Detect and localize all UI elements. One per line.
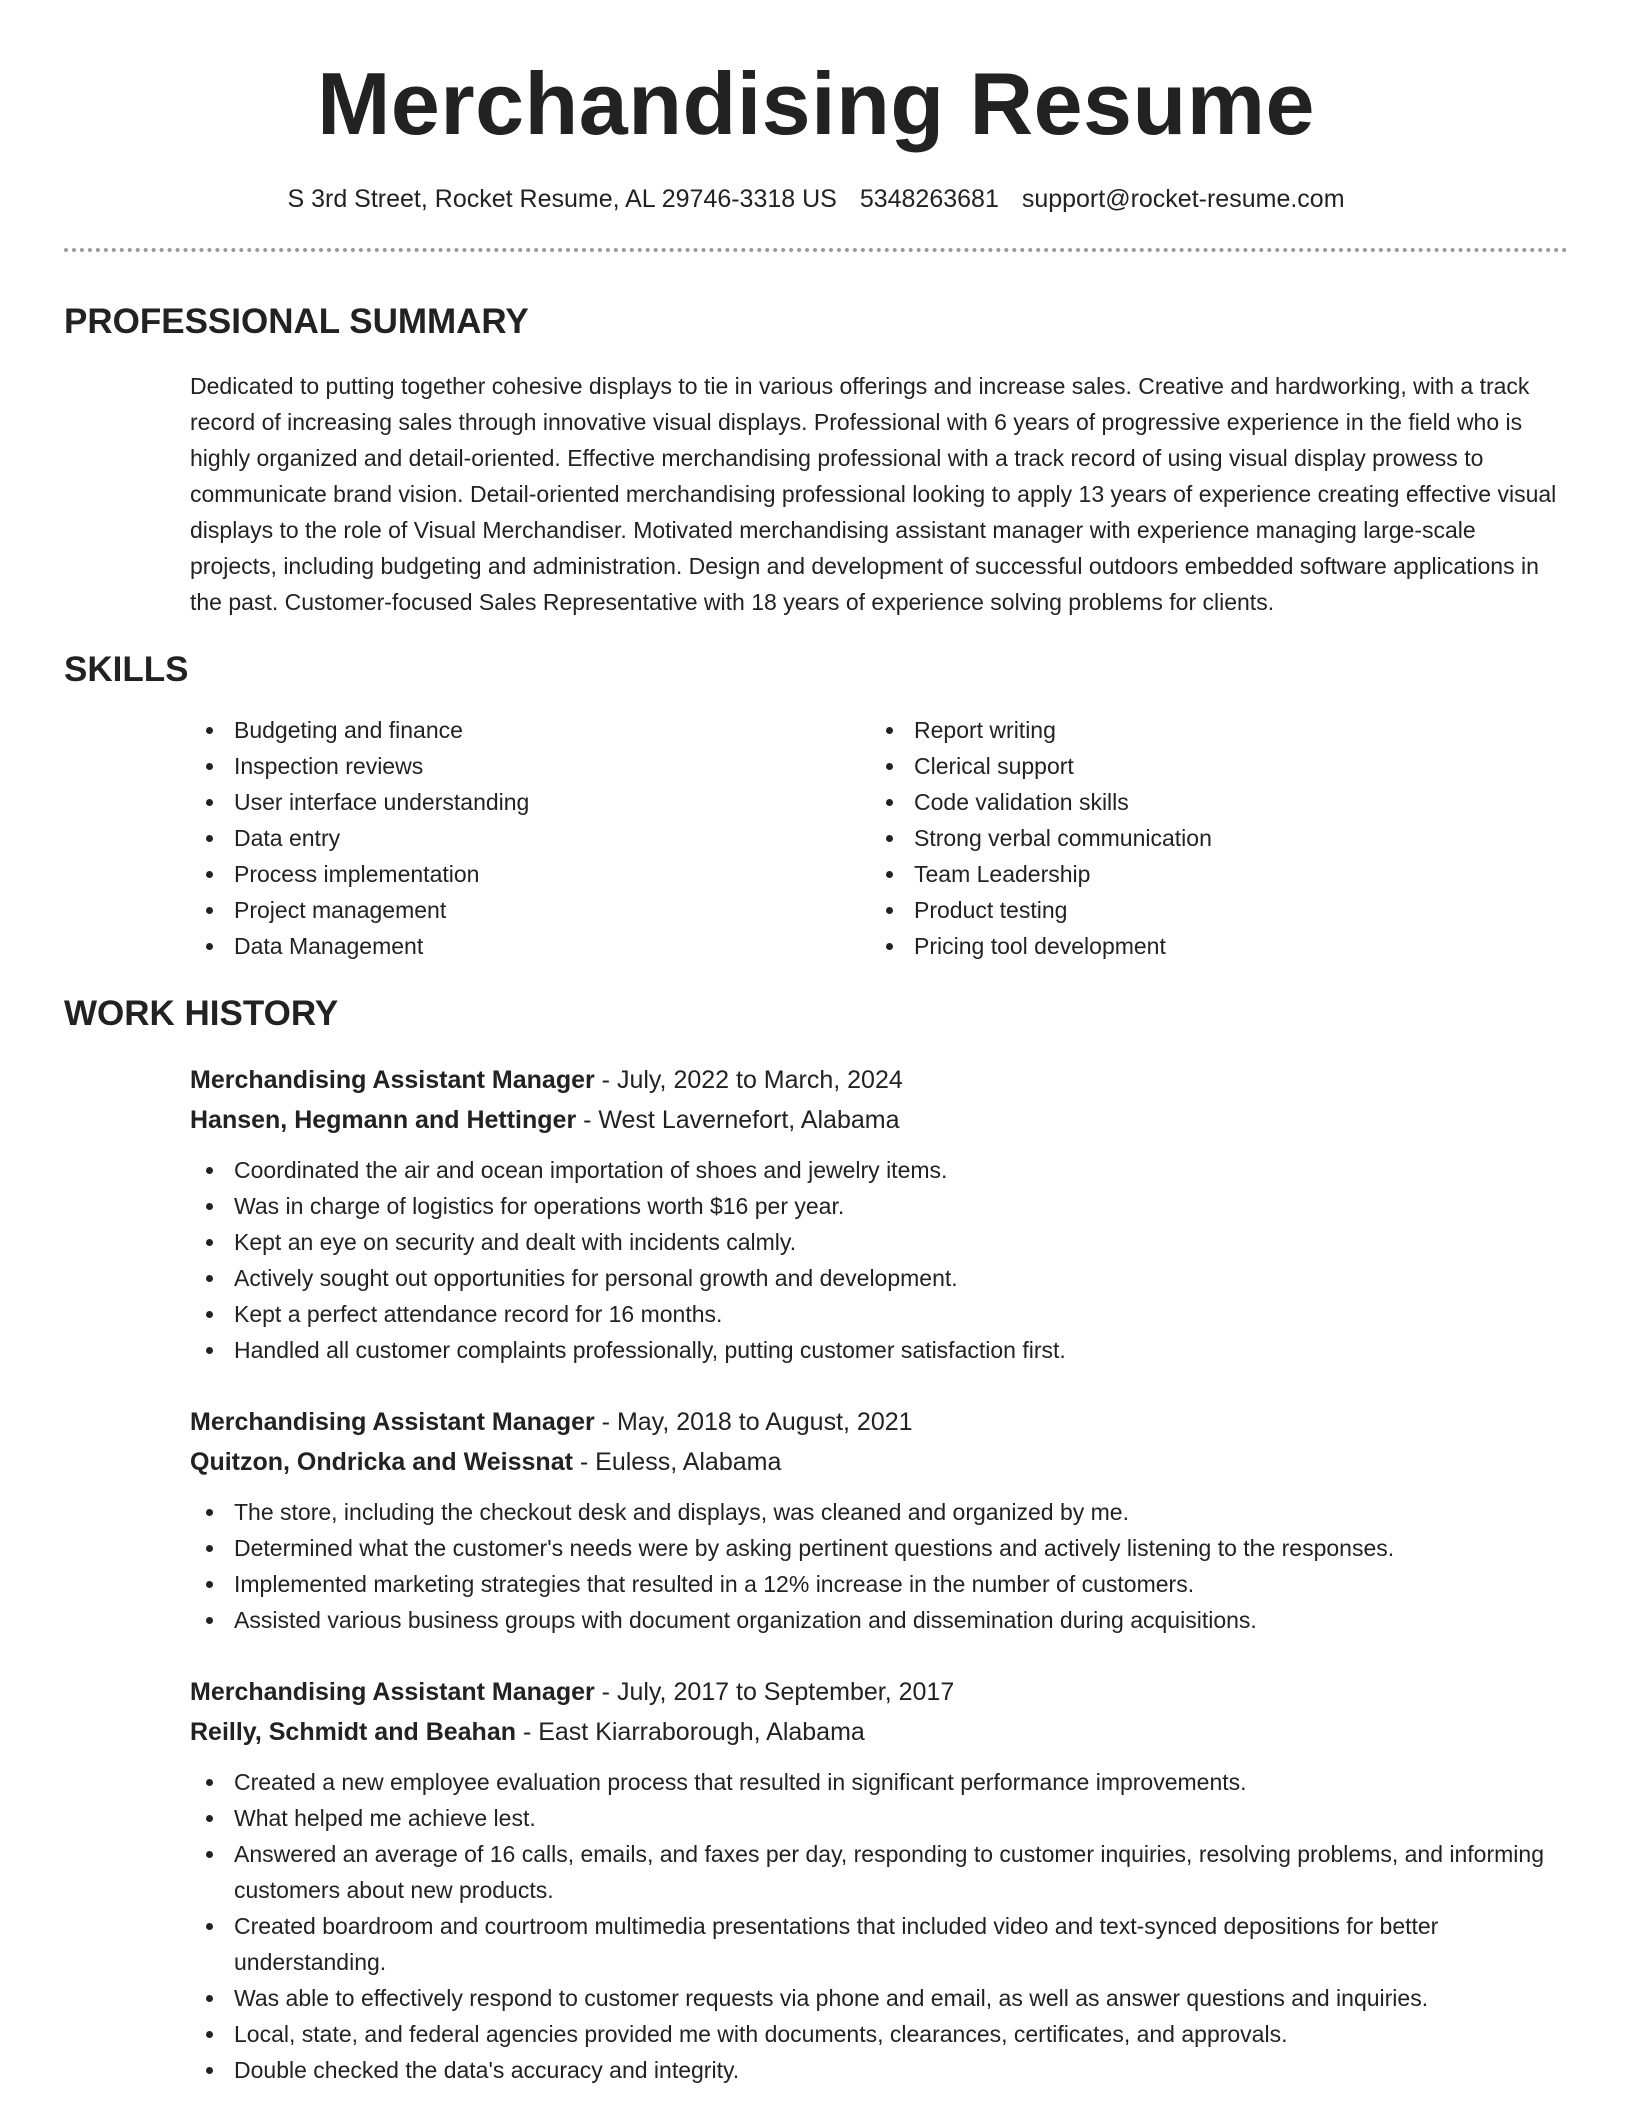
job-title: Merchandising Assistant Manager [190, 1678, 595, 1706]
skill-item: Team Leadership [870, 856, 1550, 892]
job-bullet: The store, including the checkout desk and displays, was cleaned and organized by me. [190, 1494, 1568, 1530]
job-bullet: Answered an average of 16 calls, emails, and faxes per day, responding to customer inquiries, resolving problems, and informing customers about new products. [190, 1836, 1568, 1908]
skill-item: Data entry [190, 820, 870, 856]
work-history-heading: WORK HISTORY [64, 994, 339, 1033]
skill-item: User interface understanding [190, 784, 870, 820]
job-company-line [190, 1712, 1568, 1752]
job-bullet: Kept a perfect attendance record for 16 months. [190, 1296, 1568, 1332]
job-bullets [190, 1152, 1568, 1368]
skills-list [190, 712, 1568, 964]
job-title-line [190, 1672, 1568, 1712]
job-bullet: Assisted various business groups with document organization and dissemination during acquisitions. [190, 1602, 1568, 1638]
summary-heading: PROFESSIONAL SUMMARY [64, 302, 529, 341]
skills-column-right [870, 712, 1550, 964]
skill-item: Process implementation [190, 856, 870, 892]
resume-title: Merchandising Resume [317, 54, 1315, 153]
skills-heading: SKILLS [64, 650, 189, 689]
job-dates: - May, 2018 to August, 2021 [594, 1408, 913, 1436]
summary-text: Dedicated to putting together cohesive displays to tie in various offerings and increase sales. Creative and hardworking, with a track record of increasing sales through innovative visual displays. Professional with 6 years of progressive experience in the field who is highly organized and detail-oriented. Effective merchandising professional with a track record of using visual display prowess to communicate brand vision. Detail-oriented merchandising professional looking to apply 13 years of experience creating effective visual displays to the role of Visual Merchandiser. Motivated merchandising assistant manager with experience managing large-scale projects, including budgeting and administration. Design and development of successful outdoors embedded software applications in the past. Customer-focused Sales Representative with 18 years of experience solving problems for clients. [190, 373, 1557, 615]
job-title: Merchandising Assistant Manager [190, 1066, 595, 1094]
job-bullet: Double checked the data's accuracy and integrity. [190, 2052, 1568, 2088]
job-company-line [190, 1442, 1568, 1482]
job-bullet: Determined what the customer's needs were by asking pertinent questions and actively listening to the responses. [190, 1530, 1568, 1566]
job-bullet: Created a new employee evaluation process that resulted in significant performance improvements. [190, 1764, 1568, 1800]
job-company: Hansen, Hegmann and Hettinger [190, 1106, 577, 1134]
skills-column-left [190, 712, 870, 964]
job-bullet: Kept an eye on security and dealt with incidents calmly. [190, 1224, 1568, 1260]
contact-info [64, 184, 1568, 214]
phone-text: 5348263681 [859, 185, 999, 213]
skill-item: Clerical support [870, 748, 1550, 784]
job-location: - Euless, Alabama [572, 1448, 782, 1476]
job-dates: - July, 2022 to March, 2024 [594, 1066, 903, 1094]
email-link[interactable]: support@rocket-resume.com [1021, 185, 1345, 213]
job-company: Reilly, Schmidt and Beahan [190, 1718, 517, 1746]
skill-item: Data Management [190, 928, 870, 964]
job-title: Merchandising Assistant Manager [190, 1408, 595, 1436]
job-bullet: Local, state, and federal agencies provided me with documents, clearances, certificates, and approvals. [190, 2016, 1568, 2052]
job-company: Quitzon, Ondricka and Weissnat [190, 1448, 573, 1476]
job-entry [190, 1402, 1568, 1638]
job-entry [190, 1060, 1568, 1368]
job-dates: - July, 2017 to September, 2017 [594, 1678, 955, 1706]
job-bullet: Coordinated the air and ocean importation of shoes and jewelry items. [190, 1152, 1568, 1188]
job-title-line [190, 1402, 1568, 1442]
job-location: - West Lavernefort, Alabama [576, 1106, 900, 1134]
job-bullet: Was in charge of logistics for operations worth $16 per year. [190, 1188, 1568, 1224]
job-company-line [190, 1100, 1568, 1140]
header-divider [64, 248, 1568, 252]
job-entry [190, 1672, 1568, 2088]
job-bullets [190, 1764, 1568, 2088]
job-location: - East Kiarraborough, Alabama [516, 1718, 865, 1746]
skill-item: Product testing [870, 892, 1550, 928]
skill-item: Code validation skills [870, 784, 1550, 820]
job-title-line [190, 1060, 1568, 1100]
job-bullets [190, 1494, 1568, 1638]
skill-item: Budgeting and finance [190, 712, 870, 748]
job-bullet: Implemented marketing strategies that resulted in a 12% increase in the number of customers. [190, 1566, 1568, 1602]
address-text: S 3rd Street, Rocket Resume, AL 29746-3318 US [287, 185, 837, 213]
skill-item: Inspection reviews [190, 748, 870, 784]
job-bullet: What helped me achieve lest. [190, 1800, 1568, 1836]
job-bullet: Handled all customer complaints professionally, putting customer satisfaction first. [190, 1332, 1568, 1368]
job-bullet: Created boardroom and courtroom multimedia presentations that included video and text-synced depositions for better understanding. [190, 1908, 1568, 1980]
skill-item: Project management [190, 892, 870, 928]
resume-page [64, 0, 1568, 2088]
job-bullet: Was able to effectively respond to customer requests via phone and email, as well as answer questions and inquiries. [190, 1980, 1568, 2016]
skill-item: Strong verbal communication [870, 820, 1550, 856]
skill-item: Report writing [870, 712, 1550, 748]
job-bullet: Actively sought out opportunities for personal growth and development. [190, 1260, 1568, 1296]
skill-item: Pricing tool development [870, 928, 1550, 964]
